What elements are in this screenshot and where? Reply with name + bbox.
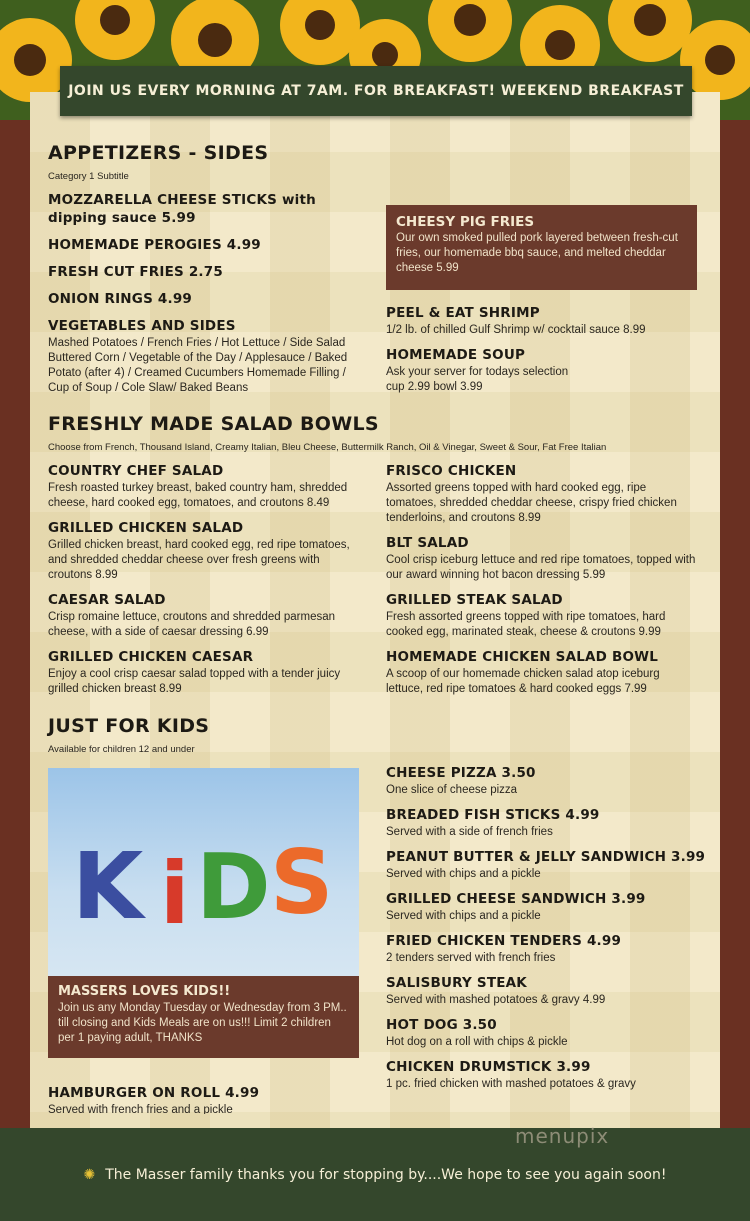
item-description: Served with chips and a pickle (386, 910, 541, 922)
promo-title: MASSERS LOVES KIDS!! (58, 984, 231, 999)
appetizers-subtitle: Category 1 Subtitle (48, 171, 129, 182)
item-title: FRIED CHICKEN TENDERS 4.99 (386, 933, 622, 949)
kids-promo-box (48, 976, 359, 1058)
menu-item (386, 346, 586, 395)
item-title: VEGETABLES AND SIDES (48, 318, 236, 334)
item-description: Fresh assorted greens topped with ripe tomatoes, hard cooked egg, marinated steak, cheese & croutons 9.99 (386, 611, 666, 638)
menu-item (386, 648, 696, 697)
item-title: CAESAR SALAD (48, 592, 166, 608)
item-title: ONION RINGS 4.99 (48, 291, 193, 307)
item-description: One slice of cheese pizza (386, 784, 518, 796)
kids-image (48, 768, 359, 976)
item-title: GRILLED CHEESE SANDWICH 3.99 (386, 891, 646, 907)
item-title: BLT SALAD (386, 535, 469, 551)
item-title: GRILLED STEAK SALAD (386, 592, 563, 608)
item-title: HOMEMADE CHICKEN SALAD BOWL (386, 649, 659, 665)
item-description: 2 tenders served with french fries (386, 952, 556, 964)
item-title: CHEESE PIZZA 3.50 (386, 765, 536, 781)
breakfast-banner: JOIN US EVERY MORNING AT 7AM. FOR BREAKFAST! WEEKEND BREAKFAST (60, 66, 692, 116)
item-description: Hot dog on a roll with chips & pickle (386, 1036, 568, 1048)
sunflower-icon: ✺ (83, 1166, 96, 1183)
watermark: menupix (515, 1124, 610, 1148)
item-description: A scoop of our homemade chicken salad atop iceburg lettuce, red ripe tomatoes & hard cooked eggs 7.99 (386, 668, 660, 695)
menu-item (386, 806, 706, 840)
menu-item (48, 317, 368, 396)
salads-subtitle: Choose from French, Thousand Island, Creamy Italian, Bleu Cheese, Buttermilk Ranch, Oil & Vinegar, Sweet & Sour, Fat Free Italian (48, 442, 607, 453)
item-title: SALISBURY STEAK (386, 975, 527, 991)
item-title: COUNTRY CHEF SALAD (48, 463, 224, 479)
promo-description: Join us any Monday Tuesday or Wednesday from 3 PM.. till closing and Kids Meals are on us!!! Limit 2 children per 1 paying adult, THANKS (58, 1002, 347, 1044)
menu-item (48, 236, 348, 254)
menu-item (48, 263, 348, 281)
menu-item (386, 534, 696, 583)
kids-letter-d: D (196, 835, 271, 940)
item-title: HOMEMADE SOUP (386, 347, 526, 363)
menu-item (386, 890, 706, 924)
item-description: Enjoy a cool crisp caesar salad topped with a tender juicy grilled chicken breast 8.99 (48, 668, 341, 695)
item-title: FRISCO CHICKEN (386, 463, 517, 479)
item-title: MOZZARELLA CHEESE STICKS with dipping sauce 5.99 (48, 192, 316, 226)
menu-item (386, 462, 696, 526)
menu-item (48, 290, 348, 308)
menu-item (48, 191, 328, 227)
footer-message: The Masser family thanks you for stopping by....We hope to see you again soon! (105, 1166, 667, 1183)
left-frame (0, 120, 30, 1130)
item-description: Mashed Potatoes / French Fries / Hot Lettuce / Side Salad Buttered Corn / Vegetable of the Day / Applesauce / Baked Potato (after 4) / Creamed Cucumbers Homemade Filling / Cup of Soup / Cole Slaw/ Baked Beans (48, 337, 348, 394)
kids-letter-i: i (160, 844, 190, 944)
item-description: Cool crisp iceburg lettuce and red ripe tomatoes, topped with our award winning hot bacon dressing 5.99 (386, 554, 696, 581)
kids-subtitle: Available for children 12 and under (48, 744, 195, 755)
item-description: 1 pc. fried chicken with mashed potatoes & gravy (386, 1078, 636, 1090)
menu-item (48, 648, 363, 697)
item-title: CHEESY PIG FRIES (396, 214, 535, 230)
menu-item (386, 848, 716, 882)
menu-item (386, 304, 696, 338)
menu-item (386, 1016, 706, 1050)
item-description: Our own smoked pulled pork layered between fresh-cut fries, our homemade bbq sauce, and melted cheddar cheese 5.99 (396, 232, 678, 274)
menu-item (48, 462, 363, 511)
menu-item (48, 591, 363, 640)
item-description: Fresh roasted turkey breast, baked country ham, shredded cheese, hard cooked egg, tomatoes, and croutons 8.49 (48, 482, 348, 509)
menu-item (386, 974, 706, 1008)
footer-bar (0, 1128, 750, 1221)
item-title: HOT DOG 3.50 (386, 1017, 497, 1033)
item-title: GRILLED CHICKEN SALAD (48, 520, 244, 536)
item-title: GRILLED CHICKEN CAESAR (48, 649, 254, 665)
menu-item (386, 764, 706, 798)
item-title: HOMEMADE PEROGIES 4.99 (48, 237, 261, 253)
menu-item (386, 1058, 706, 1092)
item-description: Grilled chicken breast, hard cooked egg, red ripe tomatoes, and shredded cheddar cheese over fresh greens with croutons 8.99 (48, 539, 350, 581)
item-title: PEANUT BUTTER & JELLY SANDWICH 3.99 (386, 849, 706, 865)
item-description: Served with french fries and a pickle (48, 1104, 233, 1114)
kids-title: JUST FOR KIDS (48, 715, 210, 737)
menu-item (386, 591, 696, 640)
item-description: Served with a side of french fries (386, 826, 553, 838)
salads-title: FRESHLY MADE SALAD BOWLS (48, 413, 379, 435)
item-title: CHICKEN DRUMSTICK 3.99 (386, 1059, 591, 1075)
item-title: BREADED FISH STICKS 4.99 (386, 807, 600, 823)
item-title: PEEL & EAT SHRIMP (386, 305, 540, 321)
item-description: Assorted greens topped with hard cooked egg, ripe tomatoes, shredded cheddar cheese, crispy fried chicken tenderloins, and croutons 8.99 (386, 482, 677, 524)
menu-item (48, 1084, 363, 1114)
item-description: Crisp romaine lettuce, croutons and shredded parmesan cheese, with a side of caesar dressing 6.99 (48, 611, 336, 638)
item-description: Served with mashed potatoes & gravy 4.99 (386, 994, 606, 1006)
menu-item (48, 519, 363, 583)
appetizers-title: APPETIZERS - SIDES (48, 142, 269, 164)
right-frame (720, 120, 750, 1130)
item-description: Served with chips and a pickle (386, 868, 541, 880)
item-description: Ask your server for todays selection cup 2.99 bowl 3.99 (386, 366, 569, 393)
featured-item-box (386, 205, 697, 290)
item-title: FRESH CUT FRIES 2.75 (48, 264, 223, 280)
item-title: HAMBURGER ON ROLL 4.99 (48, 1085, 260, 1101)
kids-letter-s: S (270, 831, 334, 934)
menu-item (386, 932, 706, 966)
item-description: 1/2 lb. of chilled Gulf Shrimp w/ cocktail sauce 8.99 (386, 324, 646, 336)
kids-letter-k: K (72, 833, 144, 940)
